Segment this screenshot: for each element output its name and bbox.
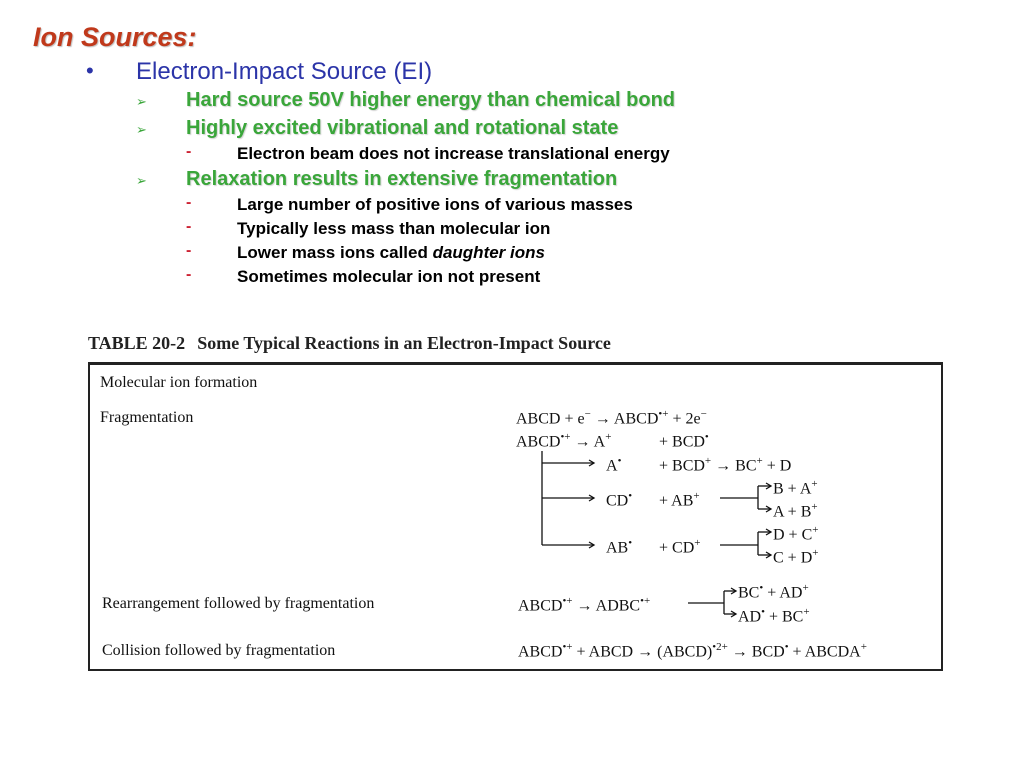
sub-bullet-hard-source: Hard source 50V higher energy than chemical bond — [186, 89, 676, 111]
daughter-ions-term: daughter ions — [432, 243, 545, 262]
sub-sub-bullet-daughter-ions — [237, 243, 545, 263]
table-number: TABLE 20-2 — [88, 333, 186, 353]
dash-marker: - — [186, 266, 192, 283]
sub-sub-bullet-sometimes: Sometimes molecular ion not present — [237, 267, 541, 286]
sub-sub-bullet-large-number: Large number of positive ions of various masses — [237, 195, 633, 214]
sub-bullet-relaxation: Relaxation results in extensive fragmentation — [186, 168, 618, 190]
row-label-molecular-ion-formation: Molecular ion formation — [100, 374, 258, 391]
dash-marker: - — [186, 143, 192, 160]
bullet-electron-impact-source: Electron-Impact Source (EI) — [136, 58, 433, 85]
slide-title: Ion Sources: — [33, 22, 197, 52]
daughter-ions-prefix: Lower mass ions called — [237, 243, 433, 262]
sub-sub-bullet-typically-less: Typically less mass than molecular ion — [237, 219, 551, 238]
table-caption-text: Some Typical Reactions in an Electron-Impact Source — [197, 333, 611, 353]
sub-sub-bullet-electron-beam: Electron beam does not increase translational energy — [237, 144, 670, 163]
row-label-rearrangement: Rearrangement followed by fragmentation — [102, 595, 375, 612]
table-caption — [88, 333, 611, 354]
row-label-fragmentation: Fragmentation — [100, 409, 194, 426]
dash-marker: - — [186, 242, 192, 259]
arrow-bullet-icon: ➢ — [136, 94, 147, 109]
bullet-marker: • — [86, 58, 94, 83]
row-label-collision: Collision followed by fragmentation — [102, 642, 336, 659]
dash-marker: - — [186, 218, 192, 235]
arrow-bullet-icon: ➢ — [136, 122, 147, 137]
sub-bullet-highly-excited: Highly excited vibrational and rotational state — [186, 117, 619, 139]
dash-marker: - — [186, 194, 192, 211]
arrow-bullet-icon: ➢ — [136, 173, 147, 188]
